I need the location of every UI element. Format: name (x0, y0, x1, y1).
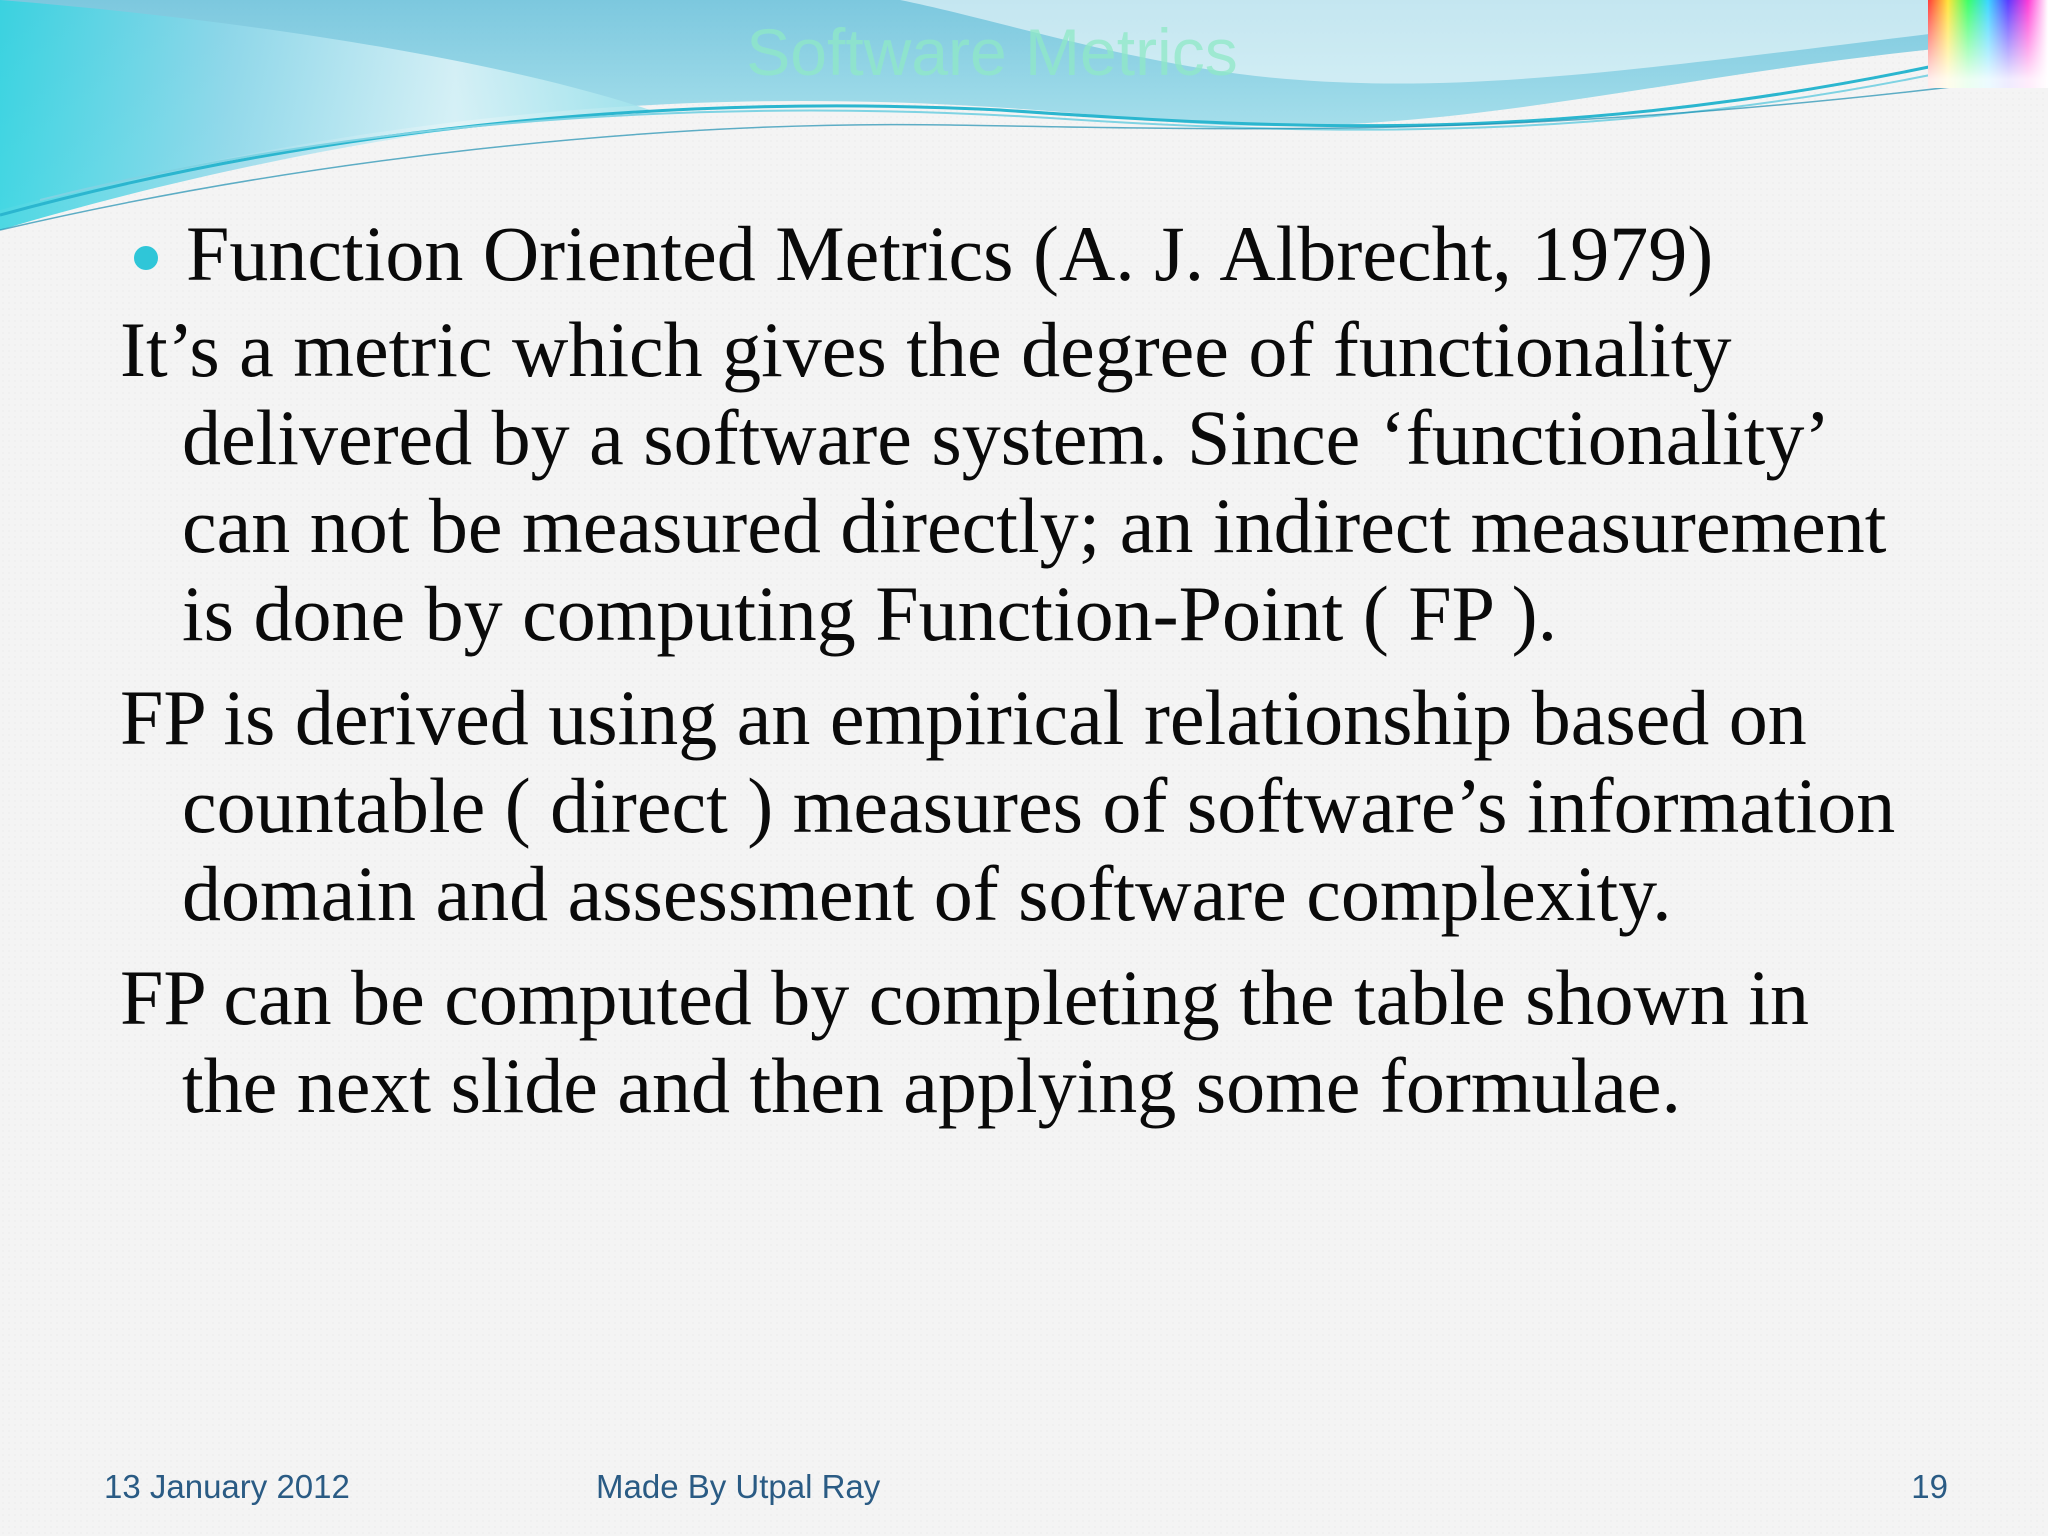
paragraph-computation: FP can be computed by completing the table shown in the next slide and then applying some formulae. (120, 954, 1809, 1129)
bullet-text: Function Oriented Metrics (A. J. Albrecht, 1979) (186, 210, 1714, 297)
slide-content (120, 210, 1920, 1146)
footer-author: Made By Utpal Ray (596, 1468, 881, 1505)
footer-date: 13 January 2012 (104, 1468, 350, 1505)
paragraph-definition: It’s a metric which gives the degree of functionality delivered by a software system. Since ‘functionality’ can not be measured directly; an indirect measurement is done by computing Function-Point ( FP ). (120, 306, 1887, 657)
bullet-icon (134, 246, 158, 270)
paragraph-derivation: FP is derived using an empirical relationship based on countable ( direct ) measures of software’s information domain and assessment of software complexity. (120, 674, 1896, 937)
page-number: 19 (1911, 1468, 1948, 1505)
bullet-item (120, 210, 1920, 298)
slide-title: Software Metrics (746, 15, 1238, 89)
